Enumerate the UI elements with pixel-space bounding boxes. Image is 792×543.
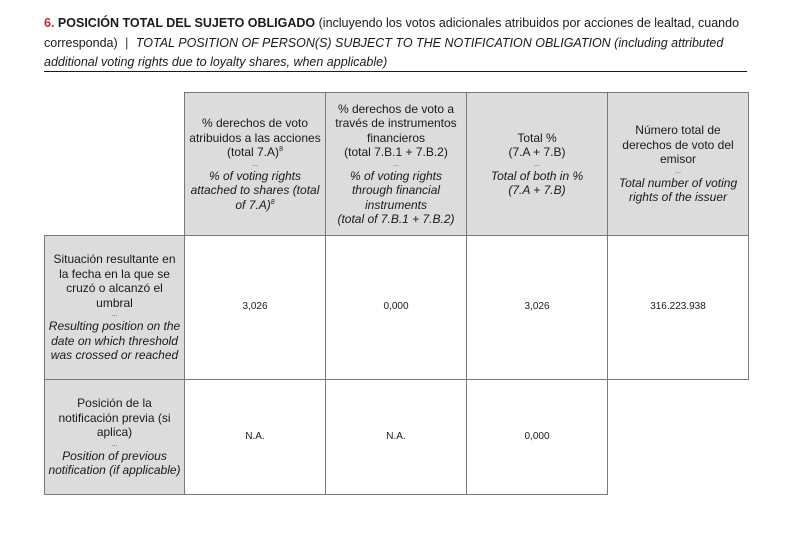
col-header-instruments (326, 93, 467, 236)
col-header-en: % of voting rights attached to shares (total of 7.A) (190, 168, 320, 212)
section-heading (44, 14, 747, 73)
table-cell: 3,026 (467, 236, 608, 380)
section-title-es-bold: POSICIÓN TOTAL DEL SUJETO OBLIGADO (57, 16, 316, 30)
row-header-en: Resulting position on the date on which threshold was crossed or reached (48, 319, 181, 363)
total-position-table (44, 92, 749, 495)
table-cell: N.A. (326, 380, 467, 495)
col-header-es-formula: (total 7.B.1 + 7.B.2) (344, 145, 448, 159)
col-header-en: Total number of voting rights of the issuer (618, 175, 738, 205)
table-cell: N.A. (185, 380, 326, 495)
footnote-mark: 8 (279, 146, 283, 153)
corner-cell (45, 93, 185, 236)
row-header-es: Situación resultante en la fecha en la que se cruzó o alcanzó el umbral (53, 252, 176, 310)
section-number: 6. (44, 16, 55, 30)
section-title-en: TOTAL POSITION OF PERSON(S) SUBJECT TO THE NOTIFICATION OBLIGATION (including attributed additional voting rights due to loyalty shares, when applicable) (44, 35, 724, 69)
col-header-en-formula: (total of 7.B.1 + 7.B.2) (337, 212, 455, 226)
table-cell: 316.223.938 (608, 236, 749, 380)
row-header-previous (45, 380, 185, 495)
col-header-total (467, 93, 608, 236)
separator-dots: ... (111, 440, 118, 448)
col-header-en: Total of both in % (490, 168, 584, 183)
separator-dots: ... (111, 311, 118, 319)
separator-dots: ... (675, 167, 681, 175)
col-header-es: Número total de derechos de voto del emisor (622, 123, 734, 167)
col-header-issuer-rights (608, 93, 749, 236)
col-header-es: Total % (517, 130, 557, 145)
footnote-mark: 8 (270, 198, 275, 206)
row-header-es: Posición de la notificación previa (si aplica) (58, 396, 171, 440)
col-header-es: % derechos de voto a través de instrumentos financieros (335, 101, 457, 145)
col-header-en: % of voting rights through financial instruments (349, 168, 443, 212)
table-cell: 0,000 (467, 380, 608, 495)
separator-dots: ... (534, 160, 540, 168)
separator-dots: ... (393, 160, 399, 168)
row-header-resulting (45, 236, 185, 380)
col-header-en-formula: (7.A + 7.B) (508, 183, 566, 197)
col-header-es-formula: (7.A + 7.B) (508, 145, 566, 159)
table-cell: 3,026 (185, 236, 326, 380)
row-header-en: Position of previous notification (if applicable) (48, 448, 181, 478)
separator-dots: ... (252, 160, 258, 168)
empty-cell (608, 380, 749, 495)
section-separator: | (125, 35, 129, 50)
table-cell: 0,000 (326, 236, 467, 380)
heading-divider (44, 71, 747, 72)
section-title-es-rest: (incluyendo los votos adicionales atribuidos por acciones de lealtad, cuando corresponda) (44, 16, 740, 50)
col-header-shares (185, 93, 326, 236)
col-header-es: % derechos de voto atribuidos a las acciones (total 7.A) (189, 116, 321, 159)
